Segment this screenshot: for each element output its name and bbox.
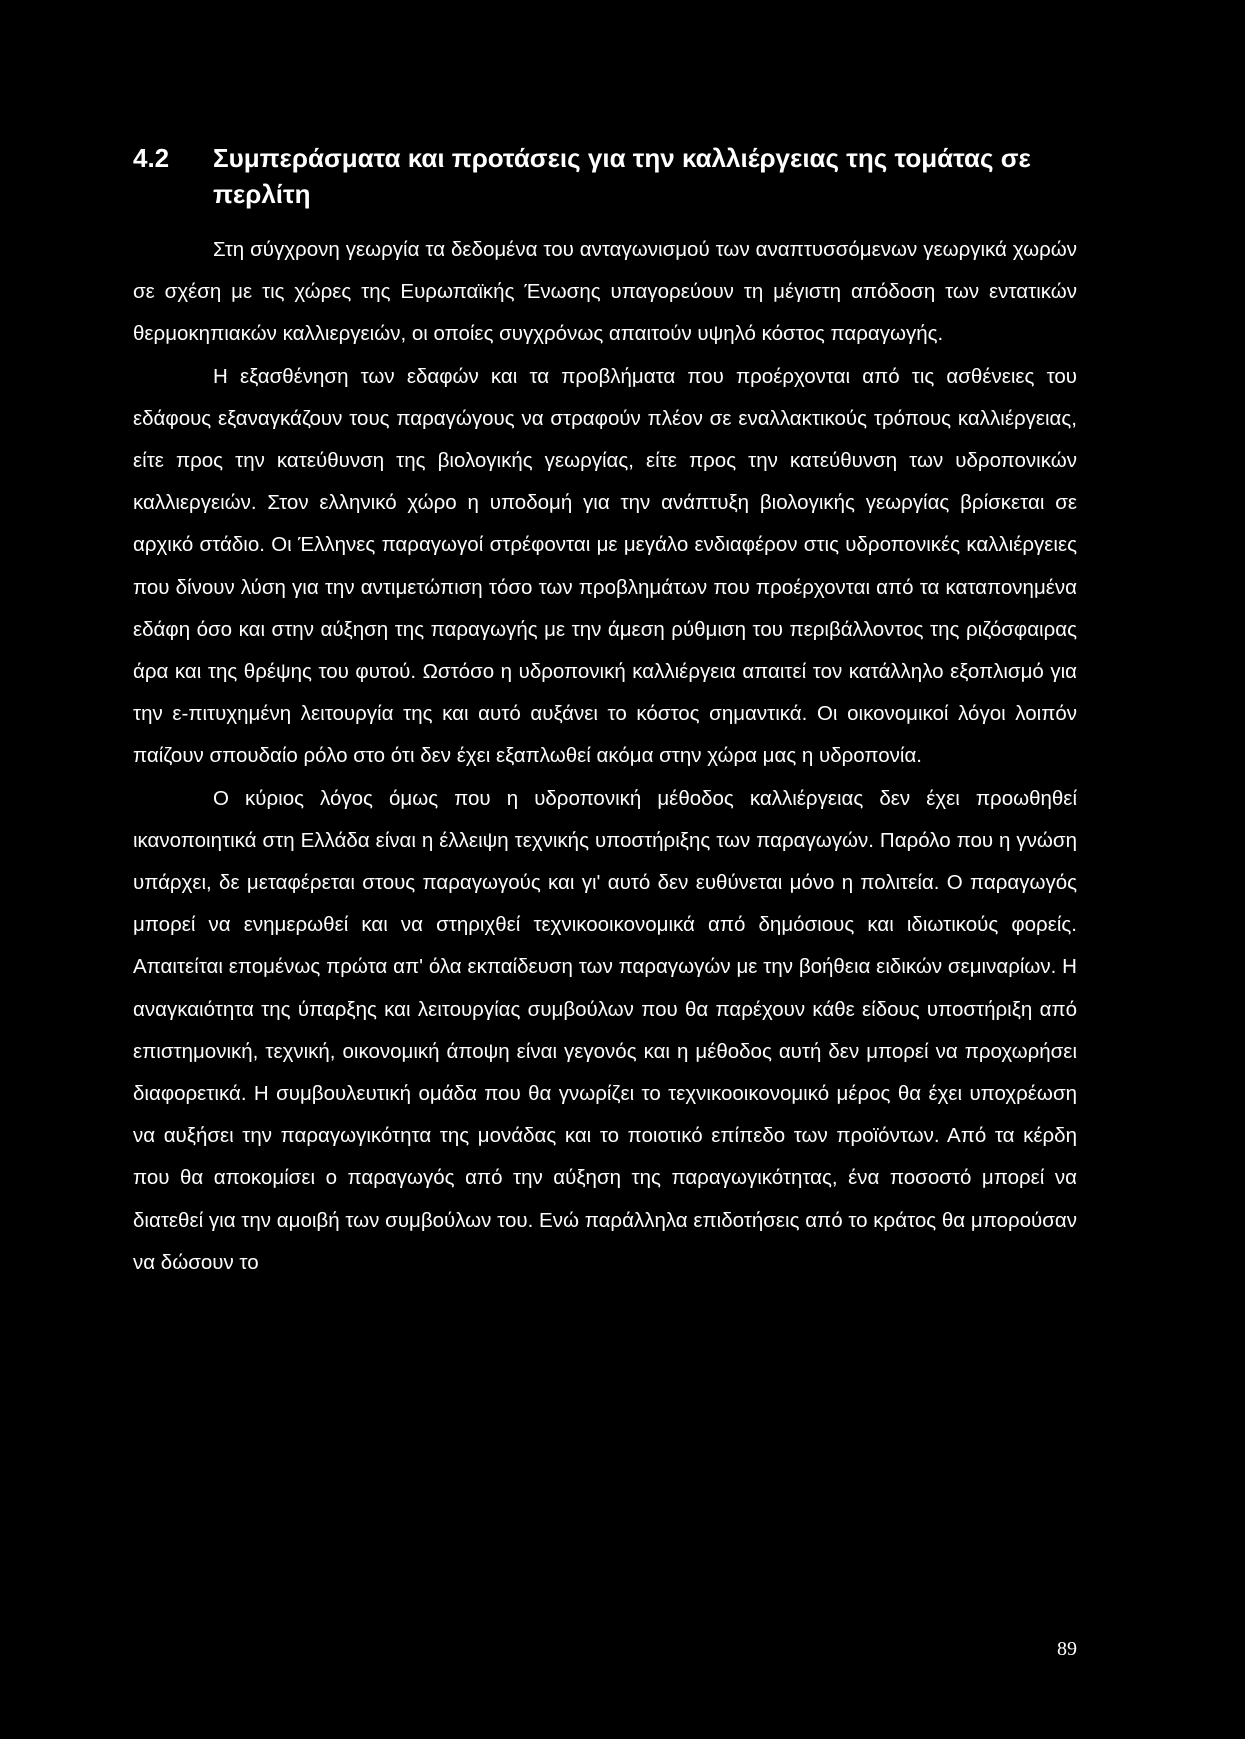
- paragraph: Στη σύγχρονη γεωργία τα δεδομένα του ανταγωνισμού των αναπτυσσόμενων γεωργικά χωρών σε σχέση με τις χώρες της Ευρωπαϊκής Ένωσης υπαγορεύουν τη μέγιστη απόδοση των εντατικών θερμοκηπιακών καλλιεργειών, οι οποίες συγχρόνως απαιτούν υψηλό κόστος παραγωγής.: [133, 238, 1077, 346]
- body-text: [133, 229, 1077, 1284]
- page-number: 89: [1057, 1638, 1077, 1660]
- section-number: 4.2: [133, 143, 170, 173]
- paragraph: Η εξασθένηση των εδαφών και τα προβλήματα που προέρχονται από τις ασθένειες του εδάφους εξαναγκάζουν τους παραγώγους να στραφούν πλέον σε εναλλακτικούς τρόπους καλλιέργειας, είτε προς την κατεύθυνση της βιολογικής γεωργίας, είτε προς την κατεύθυνση των υδροπονικών καλλιεργειών. Στον ελληνικό χώρο η υποδομή για την ανάπτυξη βιολογικής γεωργίας βρίσκεται σε αρχικό στάδιο. Οι Έλληνες παραγωγοί στρέφονται με μεγάλο ενδιαφέρον στις υδροπονικές καλλιέργειες που δίνουν λύση για την αντιμετώπιση τόσο των προβλημάτων που προέρχονται από τα καταπονημένα εδάφη όσο και στην αύξηση της παραγωγής με την άμεση ρύθμιση του περιβάλλοντος της ριζόσφαιρας άρα και της θρέψης του φυτού. Ωστόσο η υδροπονική καλλιέργεια απαιτεί τον κατάλληλο εξοπλισμό για την ε-πιτυχημένη λειτουργία της και αυτό αυξάνει το κόστος σημαντικά. Οι οικονομικοί λόγοι λοιπόν παίζουν σπουδαίο ρόλο στο ότι δεν έχει εξαπλωθεί ακόμα στην χώρα μας η υδροπονία.: [133, 364, 1077, 768]
- paragraph: Ο κύριος λόγος όμως που η υδροπονική μέθοδος καλλιέργειας δεν έχει προωθηθεί ικανοποιητικά στη Ελλάδα είναι η έλλειψη τεχνικής υποστήριξης των παραγωγών. Παρόλο που η γνώση υπάρχει, δε μεταφέρεται στους παραγωγούς και γι' αυτό δεν ευθύνεται μόνο η πολιτεία. Ο παραγωγός μπορεί να ενημερωθεί και να στηριχθεί τεχνικοοικονομικά από δημόσιους και ιδιωτικούς φορείς. Απαιτείται επομένως πρώτα απ' όλα εκπαίδευση των παραγωγών με την βοήθεια ειδικών σεμιναρίων. Η αναγκαιότητα της ύπαρξης και λειτουργίας συμβούλων που θα παρέχουν κάθε είδους υποστήριξη από επιστημονική, τεχνική, οικονομική άποψη είναι γεγονός και η μέθοδος αυτή δεν μπορεί να προχωρήσει διαφορετικά. Η συμβουλευτική ομάδα που θα γνωρίζει το τεχνικοοικονομικό μέρος θα έχει υποχρέωση να αυξήσει την παραγωγικότητα της μονάδας και το ποιοτικό επίπεδο των προϊόντων. Από τα κέρδη που θα αποκομίσει ο παραγωγός από την αύξηση της παραγωγικότητας, ένα ποσοστό μπορεί να διατεθεί για την αμοιβή των συμβούλων του. Ενώ παράλληλα επιδοτήσεις από το κράτος θα μπορούσαν να δώσουν το: [133, 786, 1077, 1274]
- section-heading: [133, 140, 1123, 212]
- section-title: Συμπεράσματα και προτάσεις για την καλλιέργειας της τομάτας σε περλίτη: [213, 143, 1031, 209]
